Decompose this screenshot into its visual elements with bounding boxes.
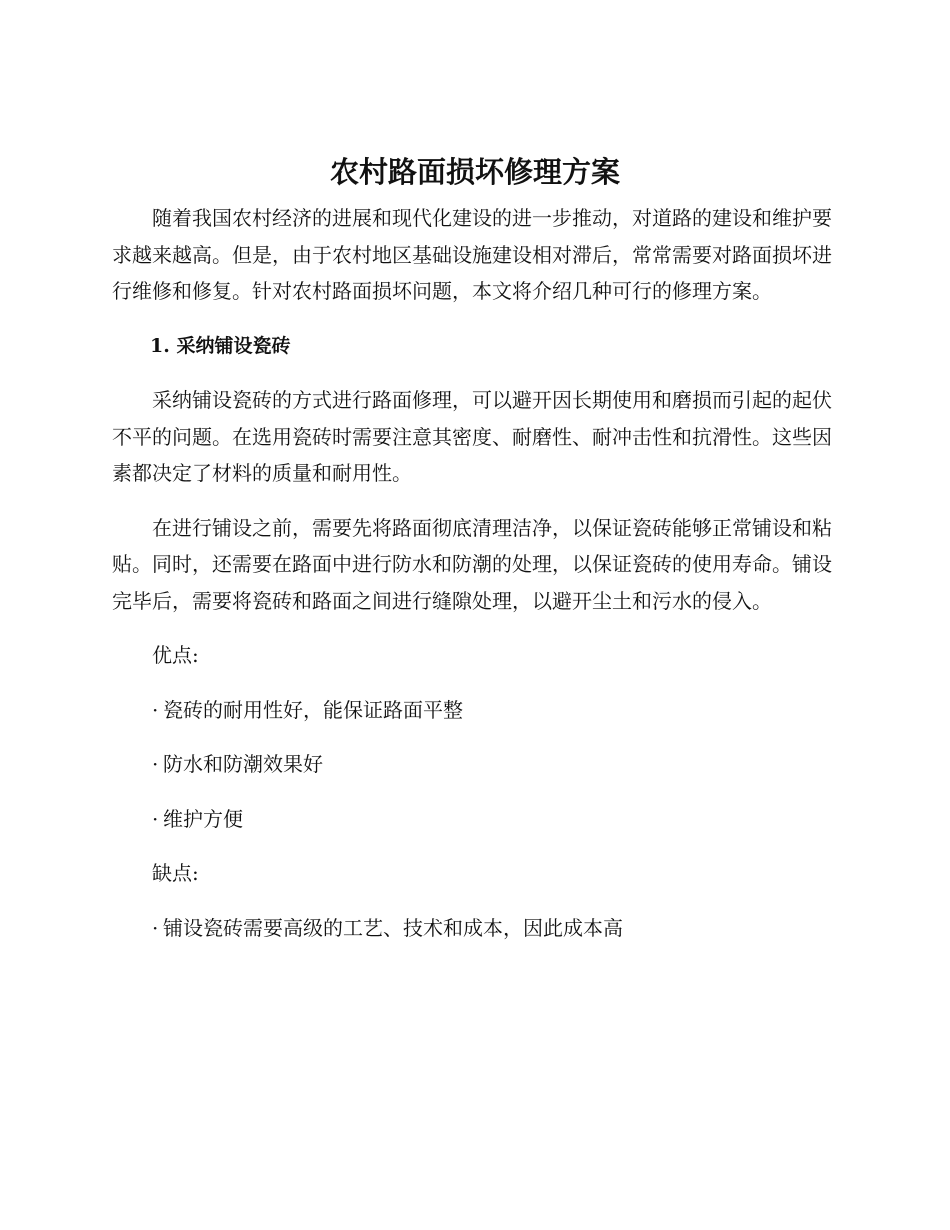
section-paragraph-1: 采纳铺设瓷砖的方式进行路面修理，可以避开因长期使用和磨损而引起的起伏不平的问题。在选用瓷砖时需要注意其密度、耐磨性、耐冲击性和抗滑性。这些因素都决定了材料的质量和耐用性。 [112, 388, 832, 485]
pros-item [112, 801, 832, 838]
pros-item-text: 防水和防潮效果好 [163, 752, 323, 776]
section-paragraph-2: 在进行铺设之前，需要先将路面彻底清理洁净，以保证瓷砖能够正常铺设和粘贴。同时，还需要在路面中进行防水和防潮的处理，以保证瓷砖的使用寿命。铺设完毕后，需要将瓷砖和路面之间进行缝隙处理，以避开尘土和污水的侵入。 [112, 515, 832, 613]
pros-item-text: 维护方便 [163, 806, 243, 831]
cons-item [112, 910, 832, 947]
cons-item-text: 铺设瓷砖需要高级的工艺、技术和成本，因此成本高 [163, 915, 623, 940]
pros-item-text: 瓷砖的耐用性好，能保证路面平整 [163, 697, 463, 722]
bullet-dot: · [152, 915, 159, 940]
pros-item [112, 746, 832, 783]
bullet-dot: · [152, 697, 159, 722]
bullet-dot: · [152, 806, 159, 831]
section-heading: 1. 采纳铺设瓷砖 [150, 334, 291, 357]
document-title: 农村路面损坏修理方案 [329, 155, 620, 189]
pros-label: 优点: [152, 643, 199, 667]
pros-item [112, 692, 832, 729]
cons-label: 缺点: [152, 861, 199, 885]
bullet-dot: · [152, 752, 159, 776]
intro-paragraph: 随着我国农村经济的进展和现代化建设的进一步推动，对道路的建设和维护要求越来越高。但是，由于农村地区基础设施建设相对滞后，常常需要对路面损坏进行维修和修复。针对农村路面损坏问题，本文将介绍几种可行的修理方案。 [112, 206, 832, 303]
document-body [112, 200, 832, 964]
